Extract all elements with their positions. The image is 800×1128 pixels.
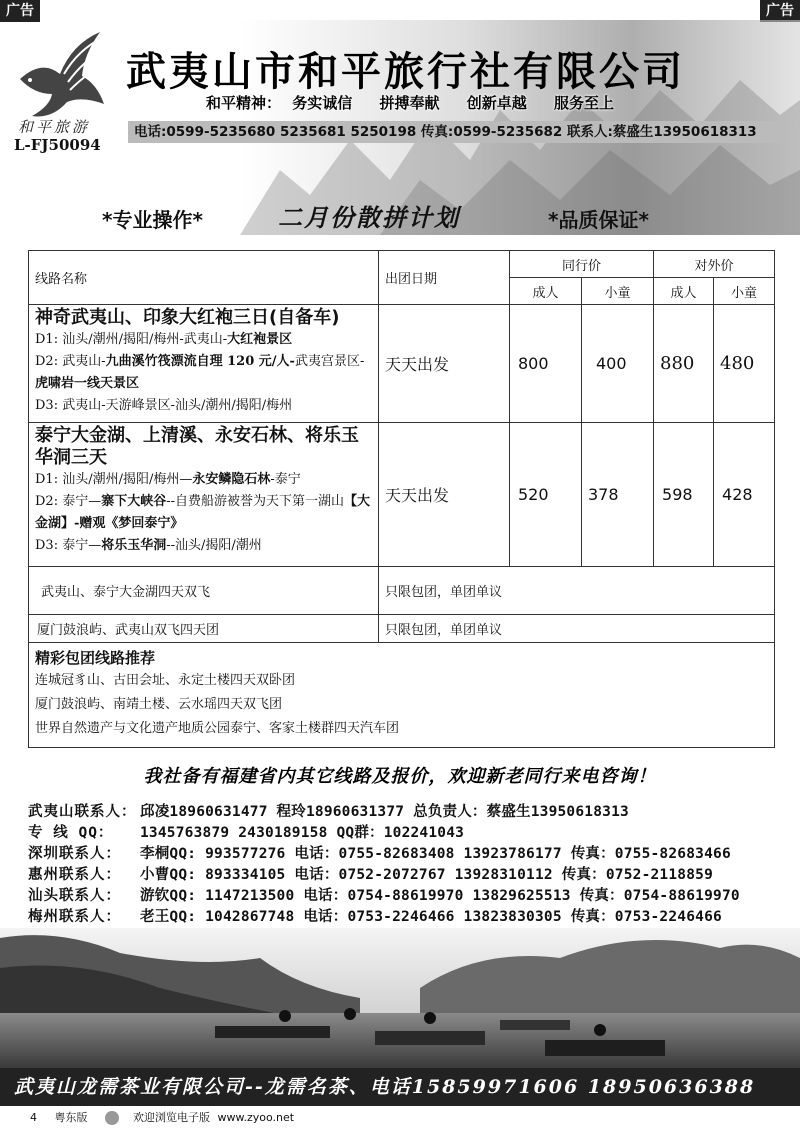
footer-text: 欢迎浏览电子版 [133, 1111, 210, 1124]
edition-label: 粤东版 [54, 1111, 88, 1124]
peer-adult-price: 800 [510, 305, 582, 423]
itinerary-day: D3: 武夷山-天游峰景区-汕头/潮州/揭阳/梅州 [35, 398, 293, 413]
route-cell [29, 423, 379, 567]
site-link[interactable]: www.zyoo.net [217, 1111, 295, 1124]
route-title: 泰宁大金湖、上清溪、永安石林、将乐玉华洞三天 [35, 425, 359, 468]
table-row [29, 423, 775, 567]
itinerary-day: D1: 汕头/潮州/揭阳/梅州—永安鳞隐石林-泰宁 [35, 472, 301, 487]
contact-text: 邱凌18960631477 程玲18960631377 总负责人：蔡盛生13950618313 [140, 804, 629, 820]
contact-row [28, 844, 780, 865]
tour-plan-table [28, 250, 775, 748]
contacts-list [28, 802, 780, 928]
contact-text: 游钦QQ: 1147213500 电话：0754-88619970 13829625513 传真：0754-88619970 [140, 888, 740, 904]
contact-label: 深圳联系人： [28, 846, 121, 862]
license-number: L-FJ50094 [14, 136, 101, 154]
recommend-item: 世界自然遗产与文化遗产地质公园泰宁、客家土楼群四天汽车团 [35, 721, 400, 736]
slogan-left: *专业操作* [102, 208, 203, 232]
public-adult-price: 598 [654, 423, 714, 567]
notice-banner: 我社备有福建省内其它线路及报价，欢迎新老同行来电咨询！ [143, 766, 657, 787]
itinerary-day: D3: 泰宁—将乐玉华洞--汕头/揭阳/潮州 [35, 538, 262, 553]
public-child-price: 428 [714, 423, 775, 567]
contact-bar: 电话:0599-5235680 5235681 5250198 传真:0599-5235682 联系人:蔡盛生13950618313 [128, 121, 783, 143]
peer-child-price: 378 [582, 423, 654, 567]
contact-row [28, 802, 780, 823]
company-name: 武夷山市和平旅行社有限公司 [126, 48, 685, 95]
header-route: 线路名称 [29, 251, 379, 305]
motto-item: 服务至上 [554, 94, 615, 112]
header-public-adult: 成人 [654, 278, 714, 305]
table-row [29, 643, 775, 748]
header-peer-child: 小童 [582, 278, 654, 305]
motto-item: 拼搏奉献 [379, 94, 440, 112]
itinerary-day: D2: 武夷山-九曲溪竹筏漂流自理 120 元/人-武夷宫景区-虎啸岩一线天景区 [35, 354, 365, 391]
group-route-note: 只限包团，单团单议 [379, 567, 775, 615]
contact-label: 汕头联系人： [28, 888, 121, 904]
contact-row [28, 823, 780, 844]
departure-date: 天天出发 [379, 423, 510, 567]
contact-label: 武夷山联系人： [28, 804, 137, 820]
page-number: 4 [30, 1111, 37, 1124]
recommend-item: 连城冠豸山、古田会址、永定土楼四天双卧团 [35, 673, 296, 688]
route-cell [29, 305, 379, 423]
ad-label-left: 广告 [0, 0, 40, 22]
recommend-cell [29, 643, 775, 748]
plan-title: 二月份散拼计划 [278, 204, 460, 232]
contact-text: 小曹QQ: 893334105 电话：0752-2072767 13928310112 传真：0752-2118859 [140, 867, 714, 883]
public-adult-price: 880 [654, 305, 714, 423]
edition-icon [105, 1111, 119, 1125]
peer-adult-price: 520 [510, 423, 582, 567]
header-peer-adult: 成人 [510, 278, 582, 305]
river-rafting-photo [0, 928, 800, 1068]
motto-item: 创新卓越 [466, 94, 527, 112]
table-row [29, 615, 775, 643]
table-row [29, 567, 775, 615]
ad-label-right: 广告 [760, 0, 800, 22]
peer-child-price: 400 [582, 305, 654, 423]
header-public-child: 小童 [714, 278, 775, 305]
contact-row [28, 886, 780, 907]
recommend-item: 厦门鼓浪屿、南靖土楼、云水瑶四天双飞团 [35, 697, 283, 712]
tea-company-ad: 武夷山龙需茶业有限公司--龙需名茶、电话15859971606 18950636388 [0, 1068, 800, 1106]
page-footer [0, 1108, 800, 1128]
motto-item: 务实诚信 [292, 94, 353, 112]
slogan-right: *品质保证* [548, 208, 649, 232]
contact-text: 1345763879 2430189158 QQ群：102241043 [140, 825, 465, 841]
table-row [29, 305, 775, 423]
contact-label: 梅州联系人： [28, 909, 121, 925]
itinerary-day: D2: 泰宁—寨下大峡谷--自费船游被誉为天下第一湖山【大金湖】-赠观《梦回泰宁》 [35, 494, 371, 531]
contact-row [28, 865, 780, 886]
contact-label: 惠州联系人： [28, 867, 121, 883]
public-child-price: 480 [714, 305, 775, 423]
logo-text: 和平旅游 [18, 118, 91, 136]
departure-date: 天天出发 [379, 305, 510, 423]
itinerary-day: D1: 汕头/潮州/揭阳/梅州-武夷山-大红袍景区 [35, 332, 293, 347]
group-route-note: 只限包团，单团单议 [379, 615, 775, 643]
route-title: 神奇武夷山、印象大红袍三日(自备车) [35, 307, 340, 328]
contact-text: 李桐QQ: 993577276 电话：0755-82683408 13923786177 传真：0755-82683466 [140, 846, 731, 862]
group-route-name: 厦门鼓浪屿、武夷山双飞四天团 [29, 615, 379, 643]
contact-label: 专 线 QQ： [28, 825, 114, 841]
group-route-name: 武夷山、泰宁大金湖四天双飞 [29, 567, 379, 615]
header-public-price: 对外价 [654, 251, 775, 278]
contact-text: 老王QQ: 1042867748 电话：0753-2246466 13823830305 传真：0753-2246466 [140, 909, 722, 925]
recommend-title: 精彩包团线路推荐 [35, 649, 156, 667]
header-date: 出团日期 [379, 251, 510, 305]
company-motto [206, 92, 636, 113]
contact-row [28, 907, 780, 928]
header-peer-price: 同行价 [510, 251, 654, 278]
motto-label: 和平精神： [206, 94, 282, 112]
